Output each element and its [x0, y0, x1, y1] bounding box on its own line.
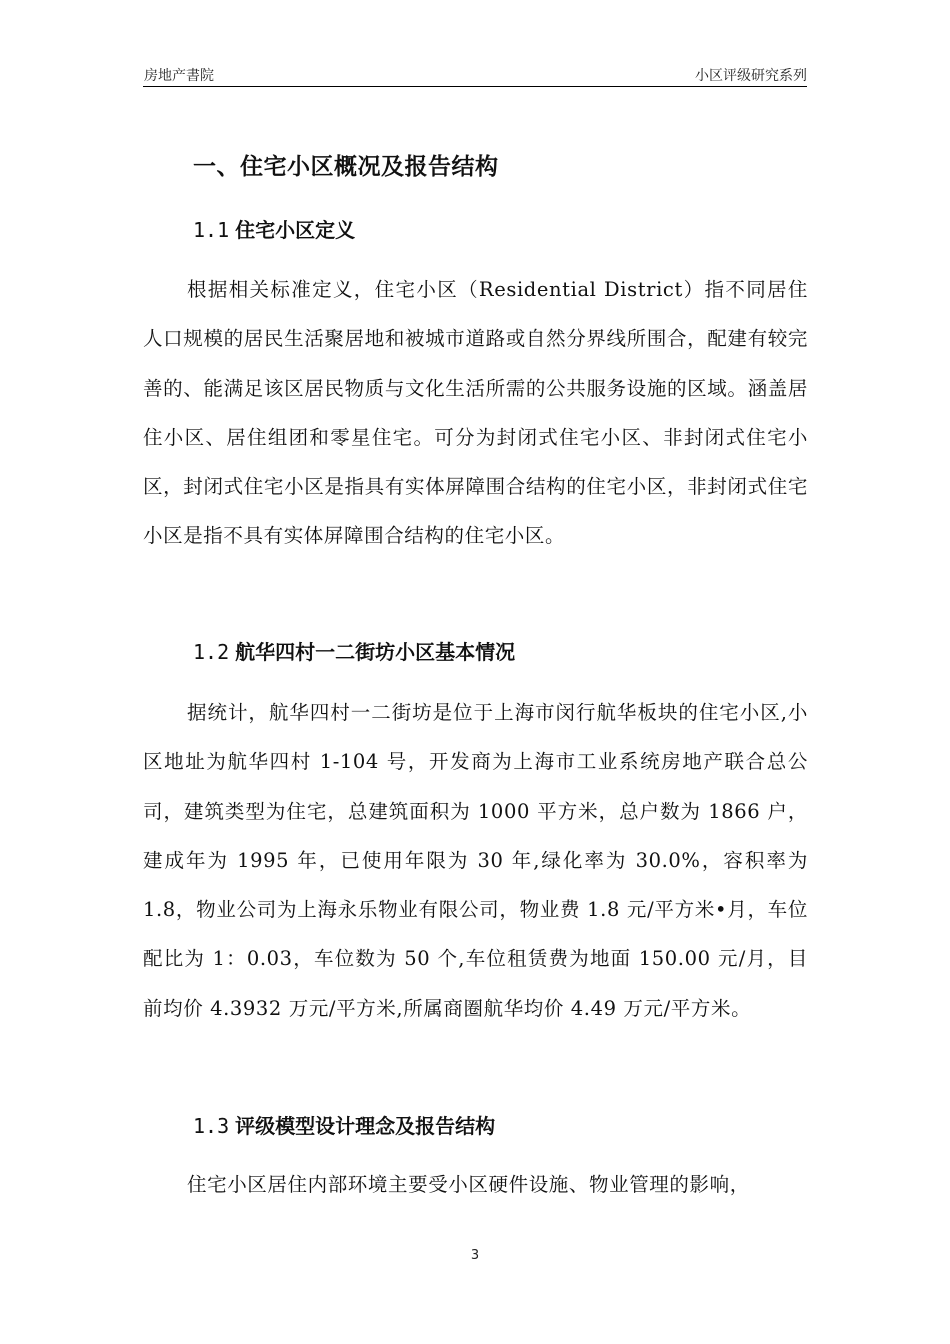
section-title: 航华四村一二街坊小区基本情况: [235, 640, 516, 664]
section-heading-1-1: [193, 214, 355, 243]
section-number: 1.2: [193, 640, 230, 664]
section-number: 1.3: [193, 1114, 230, 1138]
section-heading-1-3: [193, 1110, 495, 1139]
section-number: 1.1: [193, 218, 230, 242]
section-title: 住宅小区定义: [235, 218, 356, 242]
section-heading-1-2: [193, 636, 515, 665]
paragraph-basic-info: 据统计，航华四村一二街坊是位于上海市闵行航华板块的住宅小区,小区地址为航华四村 1-104 号，开发商为上海市工业系统房地产联合总公司，建筑类型为住宅，总建筑面积为 1000 平方米，总户数为 1866 户，建成年为 1995 年，已使用年限为 30 年,绿化率为 30.0%，容积率为 1.8，物业公司为上海永乐物业有限公司，物业费 1.8 元/平方米•月，车位配比为 1：0.03，车位数为 50 个,车位租赁费为地面 150.00 元/月，目前均价 4.3932 万元/平方米,所属商圈航华均价 4.49 万元/平方米。: [143, 701, 808, 1020]
page-header: [143, 62, 807, 87]
paragraph-model-design: 住宅小区居住内部环境主要受小区硬件设施、物业管理的影响，: [187, 1173, 750, 1196]
chapter-title: 一、住宅小区概况及报告结构: [193, 154, 499, 180]
section-title: 评级模型设计理念及报告结构: [235, 1114, 496, 1138]
paragraph-definition: 根据相关标准定义，住宅小区（Residential District）指不同居住人口规模的居民生活聚居地和被城市道路或自然分界线所围合，配建有较完善的、能满足该区居民物质与文化生活所需的公共服务设施的区域。涵盖居住小区、居住组团和零星住宅。可分为封闭式住宅小区、非封闭式住宅小区，封闭式住宅小区是指具有实体屏障围合结构的住宅小区，非封闭式住宅小区是指不具有实体屏障围合结构的住宅小区。: [143, 278, 808, 548]
header-publisher: 房地产書院: [144, 68, 214, 84]
header-series-title: 小区评级研究系列: [695, 68, 807, 84]
page-number: 3: [470, 1248, 480, 1263]
